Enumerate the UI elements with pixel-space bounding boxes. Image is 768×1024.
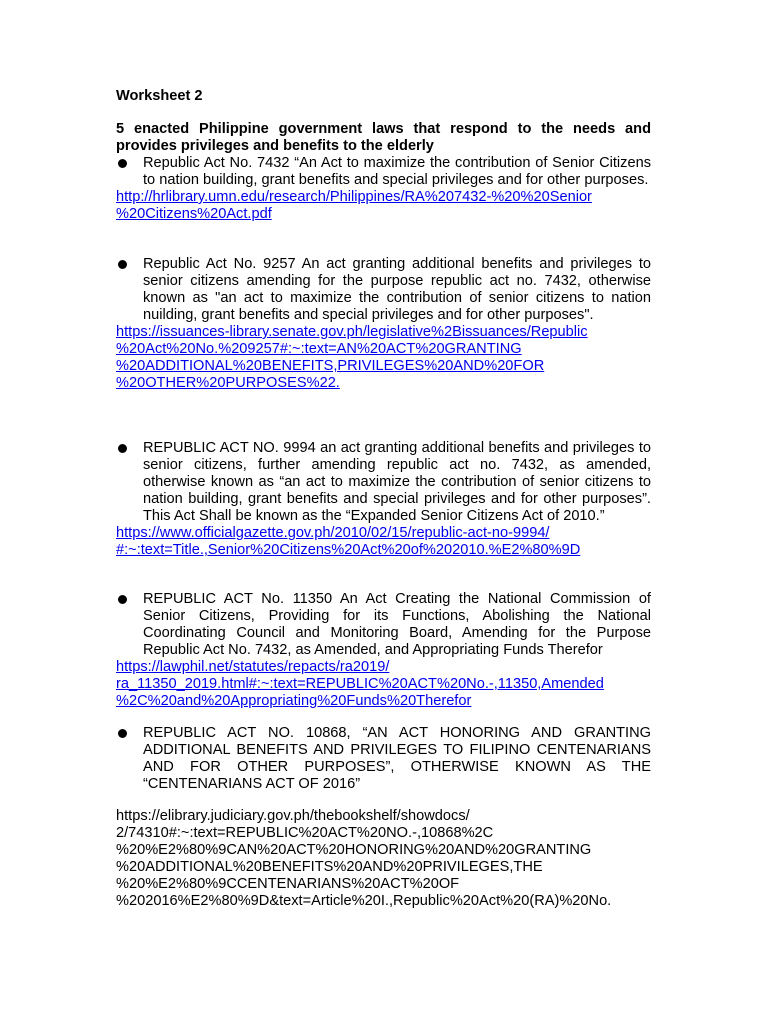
bullet-icon — [118, 595, 127, 604]
law-item-11350 — [116, 591, 651, 710]
law-description — [143, 725, 651, 793]
url-line: %202016%E2%80%9D&text=Article%20I.,Republic%20Act%20(RA)%20No. — [116, 893, 612, 909]
url-line: 2/74310#:~:text=REPUBLIC%20ACT%20NO.-,10868%2C — [116, 825, 494, 841]
law-description — [143, 440, 651, 525]
law-item-9257 — [116, 256, 651, 392]
worksheet-title: Worksheet 2 — [116, 88, 203, 104]
bullet-icon — [118, 159, 127, 168]
bullet-icon — [118, 444, 127, 453]
law-text: REPUBLIC ACT NO. 9994 an act granting additional benefits and privileges to senior citizens, further amending republic act no. 7432, as amended, otherwise known as “an act to maximize the contribution of senior citizens to nation building, grant benefits and special privileges and for other purposes”. This Act Shall be known as the “Expanded Senior Citizens Act of 2010.” — [143, 440, 651, 524]
law-text: REPUBLIC ACT NO. 10868, “AN ACT HONORING AND GRANTING ADDITIONAL BENEFITS AND PRIVILEGES TO FILIPINO CENTENARIANS AND FOR OTHER PURPOSES”, OTHERWISE KNOWN AS THE “CENTENARIANS ACT OF 2016” — [143, 725, 651, 792]
law-link-line[interactable]: %20ADDITIONAL%20BENEFITS,PRIVILEGES%20AND%20FOR — [116, 358, 545, 374]
law-item-9994 — [116, 440, 651, 559]
bullet-icon — [118, 260, 127, 269]
url-line: %20ADDITIONAL%20BENEFITS%20AND%20PRIVILEGES,THE — [116, 859, 543, 875]
law-item-7432 — [116, 155, 651, 223]
bullet-icon — [118, 729, 127, 738]
law-link-line[interactable]: #:~:text=Title.,Senior%20Citizens%20Act%20of%202010.%E2%80%9D — [116, 542, 581, 558]
law-link-line[interactable]: %20OTHER%20PURPOSES%22. — [116, 375, 340, 391]
law-text: Republic Act No. 9257 An act granting additional benefits and privileges to senior citizens amending for the purpose republic act no. 7432, otherwise known as "an act to maximize the contribution of senior citizens to nation nuilding, grant benefits and special privileges and for other purposes". — [143, 256, 651, 323]
law-link-line[interactable]: https://issuances-library.senate.gov.ph/legislative%2Bissuances/Republic — [116, 324, 588, 340]
section-heading: 5 enacted Philippine government laws that respond to the needs and provides privileges and benefits to the elderly — [116, 121, 651, 154]
law-description — [143, 591, 651, 659]
law-link-line[interactable]: http://hrlibrary.umn.edu/research/Philippines/RA%207432-%20%20Senior — [116, 189, 592, 205]
law-description — [143, 155, 651, 189]
url-line: %20%E2%80%9CAN%20ACT%20HONORING%20AND%20GRANTING — [116, 842, 592, 858]
law-link-line[interactable]: %20Act%20No.%209257#:~:text=AN%20ACT%20GRANTING — [116, 341, 522, 357]
url-line: %20%E2%80%9CCENTENARIANS%20ACT%20OF — [116, 876, 460, 892]
law-description — [143, 256, 651, 324]
law-link-line[interactable]: %2C%20and%20Appropriating%20Funds%20Therefor — [116, 693, 472, 709]
url-line: https://elibrary.judiciary.gov.ph/thebookshelf/showdocs/ — [116, 808, 470, 824]
law-link-line[interactable]: ra_11350_2019.html#:~:text=REPUBLIC%20ACT%20No.-,11350,Amended — [116, 676, 604, 692]
law-item-10868 — [116, 725, 651, 793]
plain-url-text — [116, 808, 651, 910]
law-text: Republic Act No. 7432 “An Act to maximize the contribution of Senior Citizens to nation building, grant benefits and special privileges and for other purposes. — [143, 155, 651, 188]
law-link-line[interactable]: https://www.officialgazette.gov.ph/2010/02/15/republic-act-no-9994/ — [116, 525, 550, 541]
law-link-line[interactable]: %20Citizens%20Act.pdf — [116, 206, 272, 222]
law-link-line[interactable]: https://lawphil.net/statutes/repacts/ra2019/ — [116, 659, 390, 675]
law-text: REPUBLIC ACT No. 11350 An Act Creating the National Commission of Senior Citizens, Providing for its Functions, Abolishing the National Coordinating Council and Monitoring Board, Amending for the Purpose Republic Act No. 7432, as Amended, and Appropriating Funds Therefor — [143, 591, 651, 658]
